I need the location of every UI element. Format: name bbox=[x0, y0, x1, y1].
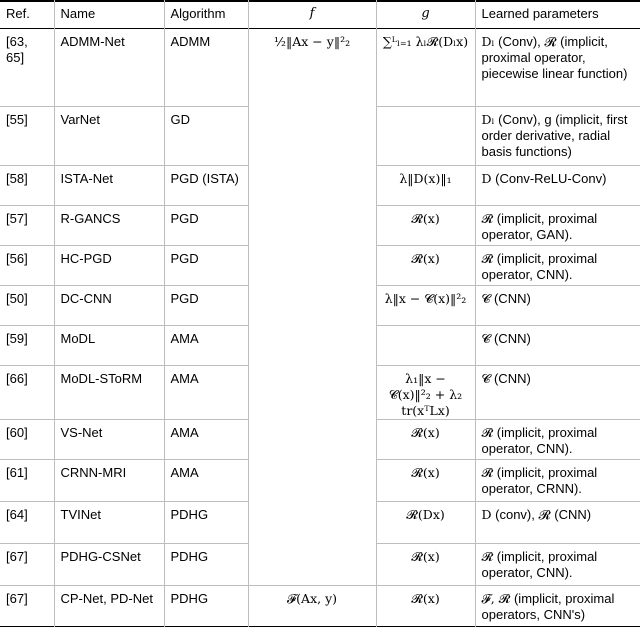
param-text: (implicit, proximal operator, CNN). bbox=[481, 549, 598, 580]
cell-name: PDHG-CSNet bbox=[54, 544, 164, 586]
param-text: (Conv), 𝓡 (implicit, proximal operator, piecewise linear function) bbox=[481, 34, 628, 81]
cell-algorithm: ADMM bbox=[164, 29, 248, 107]
param-text: (conv), 𝓡 (CNN) bbox=[491, 507, 592, 522]
param-text: (CNN) bbox=[490, 371, 531, 386]
table-row bbox=[0, 586, 640, 627]
header-algorithm: Algorithm bbox=[164, 0, 248, 29]
cell-algorithm: PDHG bbox=[164, 502, 248, 544]
header-learned-parameters: Learned parameters bbox=[475, 0, 640, 29]
cell-params bbox=[475, 286, 640, 326]
param-text: (CNN) bbox=[490, 291, 531, 306]
cell-f-forward-model: 𝓕(Ax, y) bbox=[248, 586, 376, 627]
cell-name: MoDL-SToRM bbox=[54, 366, 164, 420]
cell-params bbox=[475, 107, 640, 166]
cell-ref: [64] bbox=[6, 507, 28, 522]
cell-g: 𝓡(x) bbox=[376, 586, 475, 627]
cell-name: ADMM-Net bbox=[54, 29, 164, 107]
cell-params bbox=[475, 502, 640, 544]
cell-algorithm: AMA bbox=[164, 366, 248, 420]
cell-ref: [60] bbox=[6, 425, 28, 440]
cell-params bbox=[475, 246, 640, 286]
cell-name: DC-CNN bbox=[54, 286, 164, 326]
cell-g: 𝓡(x) bbox=[376, 544, 475, 586]
cell-ref: [58] bbox=[6, 171, 28, 186]
cell-g: 𝓡(x) bbox=[376, 460, 475, 502]
param-text: (implicit, proximal operators, CNN's) bbox=[481, 591, 615, 622]
param-symbol: 𝓡 bbox=[481, 465, 494, 480]
cell-g: 𝓡(Dx) bbox=[376, 502, 475, 544]
table-row bbox=[0, 29, 640, 107]
cell-ref: [67] bbox=[6, 591, 28, 606]
cell-name: CRNN-MRI bbox=[54, 460, 164, 502]
cell-name: CP-Net, PD-Net bbox=[54, 586, 164, 627]
cell-params bbox=[475, 460, 640, 502]
cell-g bbox=[376, 326, 475, 366]
cell-ref: [55] bbox=[6, 112, 28, 127]
param-symbol: 𝓕, 𝓡 bbox=[481, 591, 511, 606]
cell-g: λ‖x − 𝓒(x)‖²₂ bbox=[376, 286, 475, 326]
cell-algorithm: PDHG bbox=[164, 586, 248, 627]
cell-g: 𝓡(x) bbox=[376, 206, 475, 246]
cell-algorithm: PGD bbox=[164, 286, 248, 326]
cell-name: MoDL bbox=[54, 326, 164, 366]
param-symbol: D bbox=[481, 171, 492, 186]
cell-ref: [66] bbox=[6, 371, 28, 386]
cell-algorithm: PDHG bbox=[164, 544, 248, 586]
cell-params bbox=[475, 544, 640, 586]
param-text: (Conv), g (implicit, first order derivative, radial basis functions) bbox=[481, 112, 628, 159]
cell-algorithm: PGD bbox=[164, 206, 248, 246]
cell-ref: [63, 65] bbox=[6, 34, 28, 65]
cell-algorithm: AMA bbox=[164, 326, 248, 366]
cell-name: VS-Net bbox=[54, 420, 164, 460]
cell-g: 𝓡(x) bbox=[376, 246, 475, 286]
cell-name: TVINet bbox=[54, 502, 164, 544]
header-ref: Ref. bbox=[6, 6, 30, 21]
cell-params bbox=[475, 586, 640, 627]
cell-ref: [61] bbox=[6, 465, 28, 480]
cell-algorithm: AMA bbox=[164, 420, 248, 460]
cell-algorithm: AMA bbox=[164, 460, 248, 502]
cell-ref: [50] bbox=[6, 291, 28, 306]
param-text: (Conv-ReLU-Conv) bbox=[491, 171, 607, 186]
cell-g: 𝓡(x) bbox=[376, 420, 475, 460]
header-f: f bbox=[248, 0, 376, 29]
cell-g: λ‖D(x)‖₁ bbox=[376, 166, 475, 206]
cell-params bbox=[475, 326, 640, 366]
cell-ref: [67] bbox=[6, 549, 28, 564]
param-symbol: 𝓡 bbox=[481, 549, 494, 564]
cell-f-l2-norm: ½‖Ax − y‖²₂ bbox=[248, 29, 376, 586]
param-symbol: 𝓒 bbox=[481, 291, 491, 306]
cell-g: λ₁‖x − 𝓒(x)‖²₂ + λ₂ tr(xᵀLx) bbox=[376, 366, 475, 420]
cell-name: HC-PGD bbox=[54, 246, 164, 286]
param-symbol: 𝓡 bbox=[481, 425, 494, 440]
cell-ref: [57] bbox=[6, 211, 28, 226]
cell-name: ISTA-Net bbox=[54, 166, 164, 206]
cell-name: R-GANCS bbox=[54, 206, 164, 246]
param-symbol: 𝓡 bbox=[481, 211, 494, 226]
cell-params bbox=[475, 420, 640, 460]
cell-ref: [59] bbox=[6, 331, 28, 346]
cell-g bbox=[376, 107, 475, 166]
param-text: (implicit, proximal operator, GAN). bbox=[481, 211, 598, 242]
param-symbol: Dₗ bbox=[481, 112, 495, 127]
param-text: (implicit, proximal operator, CNN). bbox=[481, 425, 598, 456]
cell-params bbox=[475, 29, 640, 107]
cell-g: ∑ᴸₗ₌₁ λₗ𝓡(Dₗx) bbox=[376, 29, 475, 107]
cell-params bbox=[475, 366, 640, 420]
header-g: g bbox=[376, 0, 475, 29]
cell-algorithm: PGD bbox=[164, 246, 248, 286]
cell-params bbox=[475, 206, 640, 246]
param-symbol: D bbox=[481, 507, 492, 522]
param-text: (implicit, proximal operator, CNN). bbox=[481, 251, 598, 282]
cell-name: VarNet bbox=[54, 107, 164, 166]
cell-algorithm: GD bbox=[164, 107, 248, 166]
param-symbol: 𝓒 bbox=[481, 331, 491, 346]
header-name: Name bbox=[54, 0, 164, 29]
param-symbol: Dₗ bbox=[481, 34, 495, 49]
param-text: (implicit, proximal operator, CRNN). bbox=[481, 465, 598, 496]
cell-algorithm: PGD (ISTA) bbox=[164, 166, 248, 206]
param-symbol: 𝓒 bbox=[481, 371, 491, 386]
param-text: (CNN) bbox=[490, 331, 531, 346]
header-row bbox=[0, 0, 640, 29]
param-symbol: 𝓡 bbox=[481, 251, 494, 266]
cell-params bbox=[475, 166, 640, 206]
cell-ref: [56] bbox=[6, 251, 28, 266]
